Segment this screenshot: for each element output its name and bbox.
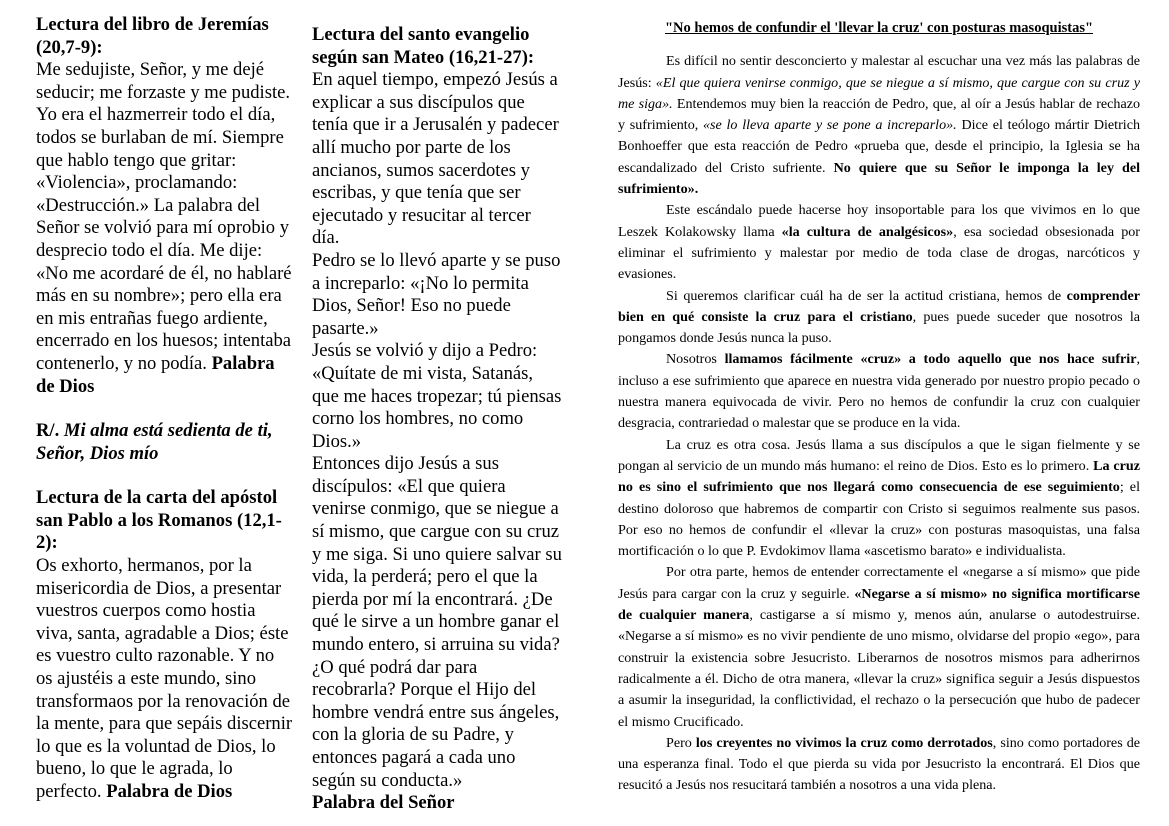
psalm-response: R/. Mi alma está sedienta de ti, Señor, Dios mío — [36, 420, 273, 464]
article-paragraph: Es difícil no sentir desconcierto y malestar al escuchar una vez más las palabras de Jesús: «El que quiera venirse conmigo, que se niegue a sí mismo, que cargue con su cruz y me siga». Entendemos muy bien la reacción de Pedro, que, al oír a Jesús hablar de rechazo y sufrimiento, «se lo lleva aparte y se pone a increparlo». Dice el teólogo mártir Dietrich Bonhoeffer que esta reacción de Pedro «prueba que, desde el principio, la Iglesia se ha escandalizado del Cristo sufriente. No quiere que su Señor le imponga la ley del sufrimiento». — [618, 53, 1140, 198]
reading-text-romanos: Os exhorto, hermanos, por la misericordia de Dios, a presentar vuestros cuerpos como hostia viva, santa, agradable a Dios; éste es vuestro culto razonable. Y no os ajustéis a este mundo, sino transformaos por la renovación de la mente, para que sepáis discernir lo que es la voluntad de Dios, lo bueno, lo que le agrada, lo perfecto. Palabra de Dios — [36, 555, 293, 802]
reading-title-jeremias: Lectura del libro de Jeremías (20,7-9): — [36, 14, 269, 58]
article-paragraph: La cruz es otra cosa. Jesús llama a sus discípulos a que le sigan fielmente y se pongan al servicio de un mundo más humano: el reino de Dios. Esto es lo primero. La cruz no es sino el sufrimiento que nos llegará como consecuencia de ese seguimiento; el destino doloroso que habremos de compartir con Cristo si seguimos realmente sus pasos. Por eso no hemos de confundir el «llevar la cruz» con posturas masoquistas, una falsa mortificación o lo que P. Evdokimov llama «ascetismo barato» e individualista. — [618, 436, 1141, 560]
gospel-closing: Palabra del Señor — [312, 792, 455, 814]
gospel-paragraph: En aquel tiempo, empezó Jesús a explicar a sus discípulos que tenía que ir a Jerusalén y padecer allí mucho por parte de los ancianos, sumos sacerdotes y escribas, y que tenía que ser ejecutado y resucitar al tercer día. — [312, 69, 559, 249]
gospel-paragraph: Jesús se volvió y dijo a Pedro: «Quítate de mi vista, Satanás, que me haces tropezar; tú piensas corno los hombres, no como Dios.» — [312, 340, 562, 452]
reading-romanos — [36, 487, 294, 803]
article-title: "No hemos de confundir el 'llevar la cruz' con posturas masoquistas" — [664, 20, 1094, 36]
right-column-article — [618, 14, 1140, 797]
reading-jeremias — [36, 14, 294, 398]
article-paragraph: Si queremos clarificar cuál ha de ser la actitud cristiana, hemos de comprender bien en qué consiste la cruz para el cristiano, pues puede suceder que nosotros la pongamos donde Jesús nunca la puso. — [618, 287, 1140, 347]
reading-text-jeremias: Me sedujiste, Señor, y me dejé seducir; me forzaste y me pudiste. Yo era el hazmerreir todo el día, todos se burlaban de mí. Siempre que hablo tengo que gritar: «Violencia», proclamando: «Destrucción.» La palabra del Señor se volvió para mí oprobio y desprecio todo el día. Me dije: «No me acordaré de él, no hablaré más en su nombre»; pero ella era en mis entrañas fuego ardiente, encerrado en los huesos; intentaba contenerlo, y no podía. Palabra de Dios — [36, 59, 292, 397]
middle-column — [312, 14, 562, 815]
gospel-paragraph: Pedro se lo llevó aparte y se puso a increparlo: «¡No lo permita Dios, Señor! Eso no puede pasarte.» — [312, 249, 561, 339]
article-paragraph: Pero los creyentes no vivimos la cruz como derrotados, sino como portadores de una esperanza final. Todo el que pierda su vida por Jesucristo la encontrará. El Dios que resucitó a Jesús nos resucitará también a nosotros a una vida plena. — [618, 734, 1140, 794]
reading-closing: Palabra de Dios — [36, 352, 275, 397]
article-paragraph: Nosotros llamamos fácilmente «cruz» a todo aquello que nos hace sufrir, incluso a ese sufrimiento que aparece en nuestra vida generado por nuestro propio pecado o nuestra manera equivocada de vivir. Pero no hemos de confundir la cruz con cualquier desgracia, contrariedad o malestar que se produce en la vida. — [618, 351, 1140, 432]
article-paragraph: Este escándalo puede hacerse hoy insoportable para los que vivimos en lo que Leszek Kolakowsky llama «la cultura de analgésicos», esa sociedad obsesionada por eliminar el sufrimiento y malestar por medio de toda clase de drogas, narcóticos y evasiones. — [618, 202, 1140, 283]
reading-title-romanos: Lectura de la carta del apóstol san Pablo a los Romanos (12,1-2): — [36, 487, 282, 554]
reading-closing: Palabra de Dios — [106, 781, 233, 802]
gospel-title: Lectura del santo evangelio según san Mateo (16,21-27): — [312, 24, 535, 68]
left-column — [36, 14, 294, 804]
article-paragraph: Por otra parte, hemos de entender correctamente el «negarse a sí mismo» que pide Jesús para cargar con la cruz y seguirle. «Negarse a sí mismo» no significa mortificarse de cualquier manera, castigarse a sí mismo y, menos aún, anularse o autodestruirse. «Negarse a sí mismo» es no vivir pendiente de uno mismo, olvidarse del propio «ego», para construir la existencia sobre Jesucristo. Liberarnos de nosotros mismos para adherirnos radicalmente a él. Dicho de otra manera, «llevar la cruz» significa seguir a Jesús dispuestos a asumir la inseguridad, la conflictividad, el rechazo o la persecución que hubo de padecer el mismo Crucificado. — [618, 564, 1140, 730]
gospel-paragraph: Entonces dijo Jesús a sus discípulos: «El que quiera venirse conmigo, que se niegue a sí mismo, que cargue con su cruz y me siga. Si uno quiere salvar su vida, la perderá; pero el que la pierda por mí la encontrará. ¿De qué le sirve a un hombre ganar el mundo entero, si arruina su vida? ¿O qué podrá dar para recobrarla? Porque el Hijo del hombre vendrá entre sus ángeles, con la gloria de su Padre, y entonces pagará a cada uno según su conducta.» — [312, 453, 562, 791]
